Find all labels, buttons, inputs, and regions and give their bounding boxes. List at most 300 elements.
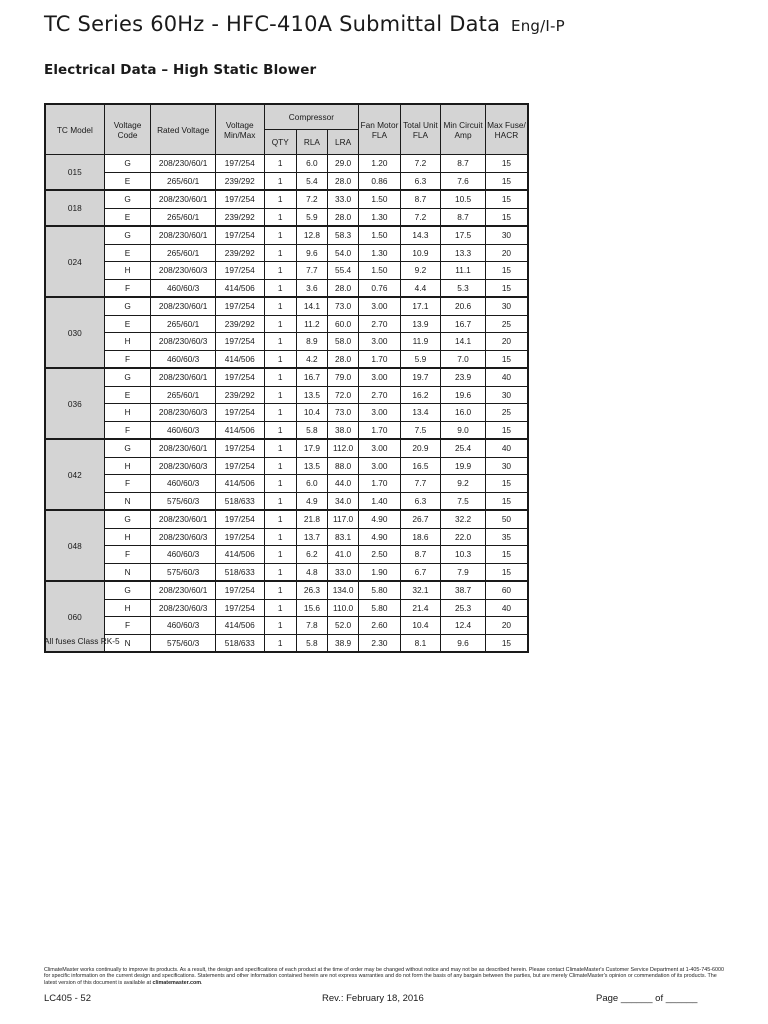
rated-voltage-cell: 208/230/60/1 — [151, 190, 215, 208]
total-unit-fla-cell: 8.7 — [400, 190, 441, 208]
max-fuse-cell: 20 — [485, 244, 528, 262]
rla-cell: 4.9 — [296, 492, 327, 510]
rla-cell: 7.8 — [296, 617, 327, 635]
lra-cell: 54.0 — [327, 244, 358, 262]
rated-voltage-cell: 208/230/60/3 — [151, 262, 215, 280]
model-cell: 024 — [45, 226, 104, 297]
rated-voltage-cell: 208/230/60/1 — [151, 297, 215, 315]
voltage-minmax-cell: 197/254 — [215, 510, 264, 528]
fan-motor-fla-cell: 1.70 — [359, 350, 401, 368]
min-circuit-amp-cell: 19.6 — [441, 386, 486, 404]
voltage-code-cell: G — [104, 368, 151, 386]
lra-cell: 33.0 — [327, 190, 358, 208]
rla-cell: 16.7 — [296, 368, 327, 386]
qty-cell: 1 — [264, 279, 296, 297]
max-fuse-cell: 15 — [485, 350, 528, 368]
qty-cell: 1 — [264, 581, 296, 599]
total-unit-fla-cell: 6.3 — [400, 172, 441, 190]
rated-voltage-cell: 265/60/1 — [151, 208, 215, 226]
rated-voltage-cell: 208/230/60/3 — [151, 457, 215, 475]
min-circuit-amp-cell: 7.5 — [441, 492, 486, 510]
model-cell: 042 — [45, 439, 104, 510]
voltage-minmax-cell: 197/254 — [215, 190, 264, 208]
lra-cell: 33.0 — [327, 563, 358, 581]
voltage-minmax-cell: 197/254 — [215, 439, 264, 457]
rla-cell: 5.8 — [296, 634, 327, 652]
lra-cell: 41.0 — [327, 546, 358, 564]
voltage-code-cell: G — [104, 510, 151, 528]
total-unit-fla-cell: 20.9 — [400, 439, 441, 457]
lra-cell: 58.3 — [327, 226, 358, 244]
header-rla: RLA — [296, 130, 327, 155]
table-row — [45, 368, 528, 386]
table-row — [45, 172, 528, 190]
table-row — [45, 333, 528, 351]
voltage-code-cell: G — [104, 226, 151, 244]
fan-motor-fla-cell: 2.70 — [359, 315, 401, 333]
min-circuit-amp-cell: 32.2 — [441, 510, 486, 528]
qty-cell: 1 — [264, 475, 296, 493]
lra-cell: 34.0 — [327, 492, 358, 510]
voltage-minmax-cell: 197/254 — [215, 528, 264, 546]
total-unit-fla-cell: 17.1 — [400, 297, 441, 315]
rated-voltage-cell: 575/60/3 — [151, 634, 215, 652]
qty-cell: 1 — [264, 350, 296, 368]
min-circuit-amp-cell: 12.4 — [441, 617, 486, 635]
table-row — [45, 510, 528, 528]
model-cell: 015 — [45, 155, 104, 191]
qty-cell: 1 — [264, 492, 296, 510]
min-circuit-amp-cell: 16.7 — [441, 315, 486, 333]
min-circuit-amp-cell: 19.9 — [441, 457, 486, 475]
website-link[interactable]: climatemaster.com — [152, 979, 202, 986]
voltage-code-cell: G — [104, 155, 151, 173]
rla-cell: 15.6 — [296, 599, 327, 617]
voltage-minmax-cell: 197/254 — [215, 599, 264, 617]
lra-cell: 134.0 — [327, 581, 358, 599]
header-voltage-minmax: Voltage Min/Max — [215, 104, 264, 155]
total-unit-fla-cell: 5.9 — [400, 350, 441, 368]
header-total-unit-fla: Total Unit FLA — [400, 104, 441, 155]
fan-motor-fla-cell: 1.40 — [359, 492, 401, 510]
qty-cell: 1 — [264, 563, 296, 581]
max-fuse-cell: 15 — [485, 475, 528, 493]
rated-voltage-cell: 265/60/1 — [151, 315, 215, 333]
qty-cell: 1 — [264, 386, 296, 404]
rated-voltage-cell: 460/60/3 — [151, 617, 215, 635]
rla-cell: 7.7 — [296, 262, 327, 280]
header-lra: LRA — [327, 130, 358, 155]
max-fuse-cell: 15 — [485, 421, 528, 439]
rla-cell: 6.0 — [296, 475, 327, 493]
rated-voltage-cell: 208/230/60/3 — [151, 599, 215, 617]
lra-cell: 28.0 — [327, 279, 358, 297]
table-row — [45, 350, 528, 368]
min-circuit-amp-cell: 20.6 — [441, 297, 486, 315]
voltage-code-cell: H — [104, 404, 151, 422]
disclaimer: ClimateMaster works continually to improve its products. As a result, the design and specifications of each product at the time of order may be changed without notice and may not be as described herein. Please contact ClimateMaster's Customer Service Department at 1-405-745-6000 for specific information on the current design and specifications. Statements and other information contained herein are not express warranties and do not form the basis of any bargain between the parties, but are merely ClimateMaster's opinion or commendation of its products. The latest version of this document is available at climatemaster.com. — [44, 967, 724, 986]
rla-cell: 21.8 — [296, 510, 327, 528]
min-circuit-amp-cell: 25.3 — [441, 599, 486, 617]
fan-motor-fla-cell: 0.76 — [359, 279, 401, 297]
header-voltage-code: Voltage Code — [104, 104, 151, 155]
voltage-minmax-cell: 518/633 — [215, 492, 264, 510]
table-row — [45, 599, 528, 617]
voltage-minmax-cell: 197/254 — [215, 368, 264, 386]
max-fuse-cell: 15 — [485, 563, 528, 581]
lra-cell: 79.0 — [327, 368, 358, 386]
page-number: Page ______ of ______ — [596, 993, 698, 1004]
total-unit-fla-cell: 6.3 — [400, 492, 441, 510]
table-row — [45, 226, 528, 244]
min-circuit-amp-cell: 9.2 — [441, 475, 486, 493]
qty-cell: 1 — [264, 617, 296, 635]
qty-cell: 1 — [264, 244, 296, 262]
voltage-code-cell: F — [104, 350, 151, 368]
lra-cell: 28.0 — [327, 208, 358, 226]
qty-cell: 1 — [264, 634, 296, 652]
max-fuse-cell: 50 — [485, 510, 528, 528]
fan-motor-fla-cell: 3.00 — [359, 333, 401, 351]
table-row — [45, 457, 528, 475]
fan-motor-fla-cell: 1.30 — [359, 244, 401, 262]
max-fuse-cell: 20 — [485, 333, 528, 351]
rla-cell: 4.2 — [296, 350, 327, 368]
table-row — [45, 262, 528, 280]
max-fuse-cell: 15 — [485, 634, 528, 652]
max-fuse-cell: 15 — [485, 492, 528, 510]
voltage-code-cell: H — [104, 333, 151, 351]
voltage-minmax-cell: 197/254 — [215, 333, 264, 351]
fan-motor-fla-cell: 1.50 — [359, 262, 401, 280]
voltage-code-cell: E — [104, 208, 151, 226]
total-unit-fla-cell: 7.7 — [400, 475, 441, 493]
min-circuit-amp-cell: 22.0 — [441, 528, 486, 546]
document-code: LC405 - 52 — [44, 993, 92, 1004]
model-cell: 030 — [45, 297, 104, 368]
fan-motor-fla-cell: 1.30 — [359, 208, 401, 226]
rated-voltage-cell: 208/230/60/3 — [151, 528, 215, 546]
voltage-minmax-cell: 239/292 — [215, 386, 264, 404]
rated-voltage-cell: 208/230/60/1 — [151, 439, 215, 457]
rla-cell: 8.9 — [296, 333, 327, 351]
max-fuse-cell: 30 — [485, 297, 528, 315]
total-unit-fla-cell: 21.4 — [400, 599, 441, 617]
max-fuse-cell: 15 — [485, 208, 528, 226]
fan-motor-fla-cell: 3.00 — [359, 368, 401, 386]
voltage-code-cell: F — [104, 279, 151, 297]
voltage-minmax-cell: 239/292 — [215, 244, 264, 262]
qty-cell: 1 — [264, 457, 296, 475]
rated-voltage-cell: 575/60/3 — [151, 563, 215, 581]
electrical-data-table — [44, 103, 529, 653]
fan-motor-fla-cell: 1.50 — [359, 226, 401, 244]
rated-voltage-cell: 265/60/1 — [151, 172, 215, 190]
table-body — [45, 155, 528, 653]
min-circuit-amp-cell: 25.4 — [441, 439, 486, 457]
voltage-minmax-cell: 197/254 — [215, 457, 264, 475]
fan-motor-fla-cell: 3.00 — [359, 439, 401, 457]
qty-cell: 1 — [264, 333, 296, 351]
rated-voltage-cell: 460/60/3 — [151, 279, 215, 297]
qty-cell: 1 — [264, 439, 296, 457]
voltage-minmax-cell: 197/254 — [215, 297, 264, 315]
total-unit-fla-cell: 6.7 — [400, 563, 441, 581]
fuse-note: All fuses Class RK-5 — [44, 636, 120, 646]
voltage-code-cell: F — [104, 546, 151, 564]
table-row — [45, 279, 528, 297]
header-fan-motor-fla: Fan Motor FLA — [359, 104, 401, 155]
rated-voltage-cell: 460/60/3 — [151, 546, 215, 564]
total-unit-fla-cell: 4.4 — [400, 279, 441, 297]
total-unit-fla-cell: 8.1 — [400, 634, 441, 652]
header-compressor: Compressor — [264, 104, 359, 130]
disclaimer-text: ClimateMaster works continually to improve its products. As a result, the design and specifications of each product at the time of order may be changed without notice and may not be as described herein. Please contact ClimateMaster's Customer Service Department at 1-405-745-6000 for specific information on the current design and specifications. Statements and other information contained herein are not express warranties and do not form the basis of any bargain between the parties, but are merely ClimateMaster's opinion or commendation of its products. The latest version of this document is available at — [44, 967, 724, 986]
max-fuse-cell: 15 — [485, 190, 528, 208]
table-row — [45, 208, 528, 226]
voltage-code-cell: H — [104, 262, 151, 280]
lra-cell: 38.0 — [327, 421, 358, 439]
min-circuit-amp-cell: 13.3 — [441, 244, 486, 262]
qty-cell: 1 — [264, 155, 296, 173]
fan-motor-fla-cell: 2.70 — [359, 386, 401, 404]
fan-motor-fla-cell: 4.90 — [359, 510, 401, 528]
voltage-code-cell: F — [104, 475, 151, 493]
table-row — [45, 190, 528, 208]
table-row — [45, 563, 528, 581]
table-row — [45, 244, 528, 262]
qty-cell: 1 — [264, 172, 296, 190]
max-fuse-cell: 25 — [485, 404, 528, 422]
voltage-code-cell: G — [104, 581, 151, 599]
rla-cell: 11.2 — [296, 315, 327, 333]
qty-cell: 1 — [264, 546, 296, 564]
voltage-minmax-cell: 414/506 — [215, 279, 264, 297]
header-qty: QTY — [264, 130, 296, 155]
table-row — [45, 297, 528, 315]
page-title — [44, 12, 565, 36]
voltage-code-cell: F — [104, 421, 151, 439]
rated-voltage-cell: 575/60/3 — [151, 492, 215, 510]
voltage-minmax-cell: 197/254 — [215, 581, 264, 599]
qty-cell: 1 — [264, 315, 296, 333]
lra-cell: 38.9 — [327, 634, 358, 652]
max-fuse-cell: 60 — [485, 581, 528, 599]
voltage-code-cell: G — [104, 439, 151, 457]
lra-cell: 88.0 — [327, 457, 358, 475]
min-circuit-amp-cell: 17.5 — [441, 226, 486, 244]
voltage-minmax-cell: 197/254 — [215, 155, 264, 173]
section-heading: Electrical Data – High Static Blower — [44, 62, 317, 78]
rated-voltage-cell: 265/60/1 — [151, 244, 215, 262]
voltage-code-cell: E — [104, 244, 151, 262]
max-fuse-cell: 30 — [485, 457, 528, 475]
model-cell: 060 — [45, 581, 104, 652]
total-unit-fla-cell: 13.9 — [400, 315, 441, 333]
rla-cell: 6.2 — [296, 546, 327, 564]
lra-cell: 73.0 — [327, 404, 358, 422]
table-row — [45, 617, 528, 635]
table-row — [45, 155, 528, 173]
min-circuit-amp-cell: 9.6 — [441, 634, 486, 652]
voltage-minmax-cell: 414/506 — [215, 546, 264, 564]
lra-cell: 110.0 — [327, 599, 358, 617]
voltage-code-cell: E — [104, 386, 151, 404]
qty-cell: 1 — [264, 421, 296, 439]
max-fuse-cell: 15 — [485, 546, 528, 564]
qty-cell: 1 — [264, 528, 296, 546]
min-circuit-amp-cell: 7.9 — [441, 563, 486, 581]
total-unit-fla-cell: 13.4 — [400, 404, 441, 422]
voltage-code-cell: G — [104, 297, 151, 315]
model-cell: 036 — [45, 368, 104, 439]
voltage-minmax-cell: 197/254 — [215, 262, 264, 280]
lra-cell: 60.0 — [327, 315, 358, 333]
max-fuse-cell: 15 — [485, 279, 528, 297]
total-unit-fla-cell: 14.3 — [400, 226, 441, 244]
rated-voltage-cell: 265/60/1 — [151, 386, 215, 404]
rla-cell: 4.8 — [296, 563, 327, 581]
header-model: TC Model — [45, 104, 104, 155]
min-circuit-amp-cell: 7.0 — [441, 350, 486, 368]
max-fuse-cell: 40 — [485, 368, 528, 386]
table-row — [45, 546, 528, 564]
qty-cell: 1 — [264, 368, 296, 386]
total-unit-fla-cell: 16.2 — [400, 386, 441, 404]
fan-motor-fla-cell: 2.30 — [359, 634, 401, 652]
fan-motor-fla-cell: 5.80 — [359, 581, 401, 599]
voltage-code-cell: H — [104, 457, 151, 475]
table-row — [45, 404, 528, 422]
max-fuse-cell: 15 — [485, 172, 528, 190]
lra-cell: 28.0 — [327, 350, 358, 368]
rated-voltage-cell: 208/230/60/3 — [151, 404, 215, 422]
rla-cell: 5.9 — [296, 208, 327, 226]
total-unit-fla-cell: 19.7 — [400, 368, 441, 386]
qty-cell: 1 — [264, 510, 296, 528]
voltage-code-cell: H — [104, 528, 151, 546]
voltage-code-cell: G — [104, 190, 151, 208]
rla-cell: 17.9 — [296, 439, 327, 457]
qty-cell: 1 — [264, 262, 296, 280]
lra-cell: 58.0 — [327, 333, 358, 351]
voltage-minmax-cell: 197/254 — [215, 226, 264, 244]
header-max-fuse: Max Fuse/ HACR — [485, 104, 528, 155]
total-unit-fla-cell: 16.5 — [400, 457, 441, 475]
total-unit-fla-cell: 10.4 — [400, 617, 441, 635]
min-circuit-amp-cell: 16.0 — [441, 404, 486, 422]
rla-cell: 13.7 — [296, 528, 327, 546]
table-row — [45, 581, 528, 599]
min-circuit-amp-cell: 9.0 — [441, 421, 486, 439]
fan-motor-fla-cell: 0.86 — [359, 172, 401, 190]
table-row — [45, 492, 528, 510]
qty-cell: 1 — [264, 226, 296, 244]
lra-cell: 52.0 — [327, 617, 358, 635]
qty-cell: 1 — [264, 599, 296, 617]
max-fuse-cell: 35 — [485, 528, 528, 546]
total-unit-fla-cell: 18.6 — [400, 528, 441, 546]
fan-motor-fla-cell: 2.50 — [359, 546, 401, 564]
title-main: TC Series 60Hz - HFC-410A Submittal Data — [44, 12, 501, 36]
rla-cell: 5.8 — [296, 421, 327, 439]
rla-cell: 10.4 — [296, 404, 327, 422]
voltage-code-cell: E — [104, 172, 151, 190]
total-unit-fla-cell: 11.9 — [400, 333, 441, 351]
lra-cell: 117.0 — [327, 510, 358, 528]
voltage-code-cell: F — [104, 617, 151, 635]
voltage-minmax-cell: 239/292 — [215, 315, 264, 333]
lra-cell: 83.1 — [327, 528, 358, 546]
total-unit-fla-cell: 32.1 — [400, 581, 441, 599]
rla-cell: 9.6 — [296, 244, 327, 262]
voltage-minmax-cell: 239/292 — [215, 172, 264, 190]
rla-cell: 14.1 — [296, 297, 327, 315]
lra-cell: 73.0 — [327, 297, 358, 315]
min-circuit-amp-cell: 8.7 — [441, 155, 486, 173]
rla-cell: 13.5 — [296, 386, 327, 404]
lra-cell: 44.0 — [327, 475, 358, 493]
total-unit-fla-cell: 7.2 — [400, 208, 441, 226]
model-cell: 018 — [45, 190, 104, 226]
fan-motor-fla-cell: 3.00 — [359, 404, 401, 422]
min-circuit-amp-cell: 10.5 — [441, 190, 486, 208]
max-fuse-cell: 20 — [485, 617, 528, 635]
qty-cell: 1 — [264, 208, 296, 226]
total-unit-fla-cell: 7.5 — [400, 421, 441, 439]
fan-motor-fla-cell: 2.60 — [359, 617, 401, 635]
voltage-minmax-cell: 414/506 — [215, 617, 264, 635]
lra-cell: 28.0 — [327, 172, 358, 190]
min-circuit-amp-cell: 5.3 — [441, 279, 486, 297]
qty-cell: 1 — [264, 404, 296, 422]
voltage-minmax-cell: 197/254 — [215, 404, 264, 422]
fan-motor-fla-cell: 1.20 — [359, 155, 401, 173]
header-min-circuit-amp: Min Circuit Amp — [441, 104, 486, 155]
revision-date: Rev.: February 18, 2016 — [322, 993, 424, 1004]
fan-motor-fla-cell: 4.90 — [359, 528, 401, 546]
lra-cell: 29.0 — [327, 155, 358, 173]
fan-motor-fla-cell: 5.80 — [359, 599, 401, 617]
rla-cell: 7.2 — [296, 190, 327, 208]
voltage-code-cell: N — [104, 492, 151, 510]
voltage-minmax-cell: 518/633 — [215, 634, 264, 652]
min-circuit-amp-cell: 38.7 — [441, 581, 486, 599]
max-fuse-cell: 30 — [485, 226, 528, 244]
voltage-minmax-cell: 414/506 — [215, 421, 264, 439]
model-cell: 048 — [45, 510, 104, 581]
rla-cell: 6.0 — [296, 155, 327, 173]
qty-cell: 1 — [264, 190, 296, 208]
min-circuit-amp-cell: 7.6 — [441, 172, 486, 190]
voltage-code-cell: N — [104, 634, 151, 652]
rated-voltage-cell: 208/230/60/1 — [151, 581, 215, 599]
fan-motor-fla-cell: 1.70 — [359, 421, 401, 439]
table-row — [45, 439, 528, 457]
voltage-code-cell: H — [104, 599, 151, 617]
min-circuit-amp-cell: 10.3 — [441, 546, 486, 564]
lra-cell: 72.0 — [327, 386, 358, 404]
max-fuse-cell: 30 — [485, 386, 528, 404]
rated-voltage-cell: 208/230/60/1 — [151, 226, 215, 244]
min-circuit-amp-cell: 11.1 — [441, 262, 486, 280]
rated-voltage-cell: 208/230/60/1 — [151, 155, 215, 173]
rla-cell: 3.6 — [296, 279, 327, 297]
fan-motor-fla-cell: 3.00 — [359, 457, 401, 475]
min-circuit-amp-cell: 8.7 — [441, 208, 486, 226]
rla-cell: 5.4 — [296, 172, 327, 190]
voltage-code-cell: N — [104, 563, 151, 581]
